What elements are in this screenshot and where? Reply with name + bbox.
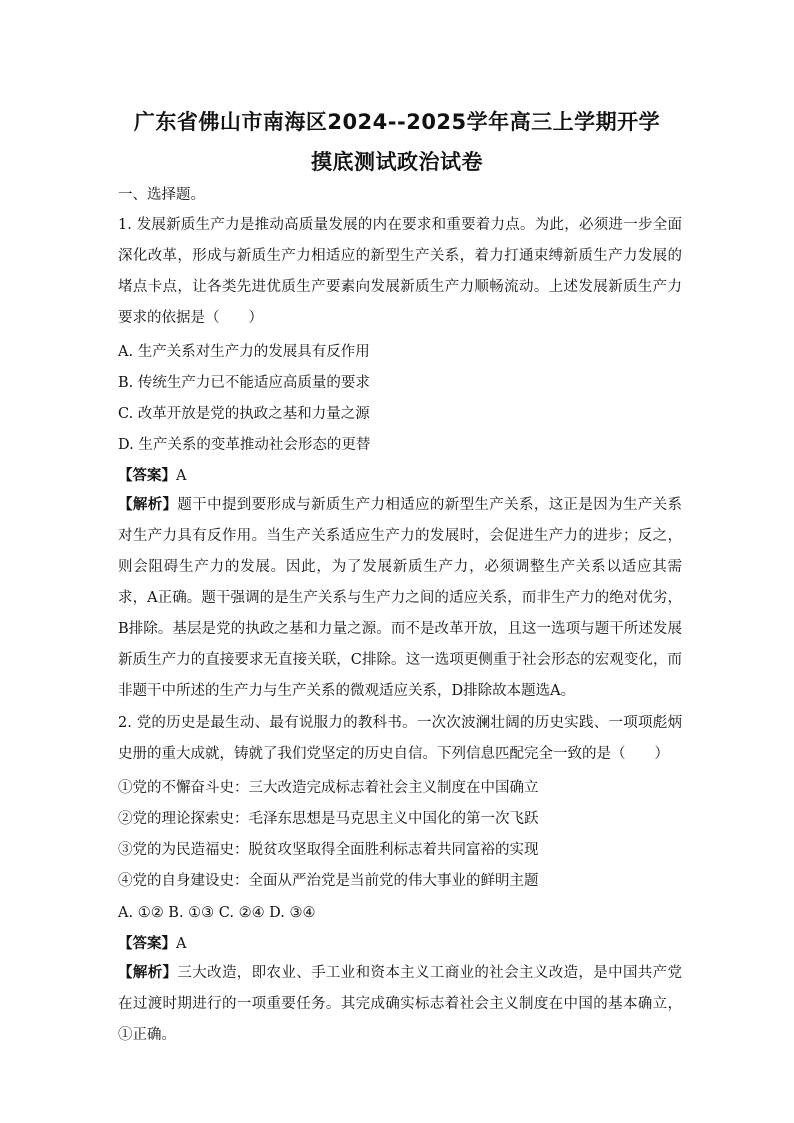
analysis-tag: 【解析】 [118,497,178,513]
document-title-line-2: 摸底测试政治试卷 [311,150,483,174]
analysis-text: 题干中提到要形成与新质生产力相适应的新型生产关系，这正是因为生产关系对生产力具有反作用。当生产关系适应生产力的发展时，会促进生产力的进步；反之，则会阻碍生产力的发展。因此，为了发展新质生产力，必须调整生产关系以适应其需求，A正确。题干强调的是生产关系与生产力之间的适应关系，而非生产力的绝对优劣，B排除。基层是党的执政之基和力量之源。而不是改革开放，且这一选项与题干所述发展新质生产力的直接要求无直接关联，C排除。这一选项更侧重于社会形态的宏观变化，而非题干中所述的生产力与生产关系的微观适应关系，D排除故本题选A。 [118,497,682,699]
question-2-item-3: ③党的为民造福史：脱贫攻坚取得全面胜利标志着共同富裕的实现 [118,842,539,858]
question-2-item-1: ①党的不懈奋斗史：三大改造完成标志着社会主义制度在中国确立 [118,780,539,796]
question-2-stem: 2. 党的历史是最生动、最有说服力的教科书。一次次波澜壮阔的历史实践、一项项彪炳史册的重大成就，铸就了我们党坚定的历史自信。下列信息匹配完全一致的是（ ） [118,715,682,762]
answer-tag: 【答案】 [118,468,176,484]
question-2-answer [118,934,686,954]
question-2-item-2: ②党的理论探索史：毛泽东思想是马克思主义中国化的第一次飞跃 [118,811,539,827]
question-1-analysis [118,490,682,707]
question-1-answer [118,466,686,486]
question-1-option-b: B. 传统生产力已不能适应高质量的要求 [118,375,370,391]
question-2-analysis [118,958,682,1051]
analysis-tag: 【解析】 [118,965,178,981]
question-2-item-4: ④党的自身建设史：全面从严治党是当前党的伟大事业的鲜明主题 [118,873,539,889]
answer-value: A [176,936,187,952]
analysis-text: 三大改造，即农业、手工业和资本主义工商业的社会主义改造，是中国共产党在过渡时期进行的一项重要任务。其完成确实标志着社会主义制度在中国的基本确立，①正确。 [118,965,682,1043]
answer-tag: 【答案】 [118,936,176,952]
question-1-option-d: D. 生产关系的变革推动社会形态的更替 [118,437,371,453]
section-heading: 一、选择题。 [118,187,205,203]
question-1-option-c: C. 改革开放是党的执政之基和力量之源 [118,406,370,422]
document-title-line-1: 广东省佛山市南海区2024--2025学年高三上学期开学 [133,110,661,134]
question-1-option-a: A. 生产关系对生产力的发展具有反作用 [118,344,370,360]
question-2-options: A. ①② B. ①③ C. ②④ D. ③④ [118,905,316,921]
answer-value: A [176,468,187,484]
question-1-stem: 1. 发展新质生产力是推动高质量发展的内在要求和重要着力点。为此，必须进一步全面深化改革，形成与新质生产力相适应的新型生产关系，着力打通束缚新质生产力发展的堵点卡点，让各类先进优质生产要素向发展新质生产力顺畅流动。上述发展新质生产力要求的依据是（ ） [118,217,682,326]
